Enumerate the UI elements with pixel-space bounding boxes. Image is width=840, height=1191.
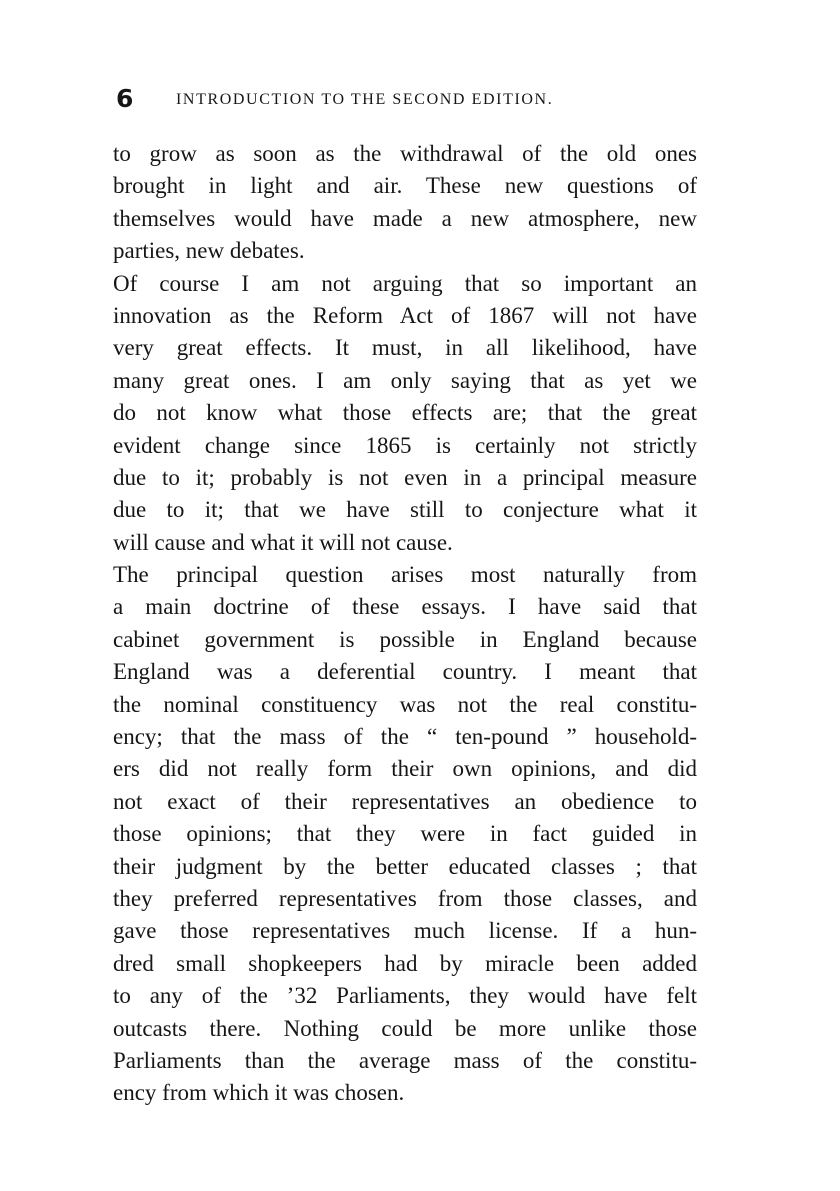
text-line: do not know what those effects are; that the great [113,400,697,426]
text-line: those opinions; that they were in fact guided in [113,821,697,847]
text-line: they preferred representatives from those classes, and [113,885,697,911]
text-line: dred small shopkeepers had by miracle been added [113,950,697,976]
text-line: The principal question arises most naturally from [113,562,697,588]
text-line: brought in light and air. These new questions of [113,173,697,199]
text-line: ers did not really form their own opinions, and did [113,756,697,782]
text-line: themselves would have made a new atmosphere, new [113,205,697,231]
text-line: due to it; probably is not even in a principal measure [113,464,697,490]
text-line: many great ones. I am only saying that as yet we [113,367,697,393]
page-number: 6 [116,84,134,113]
text-line: outcasts there. Nothing could be more unlike those [113,1015,697,1041]
text-line: their judgment by the better educated classes ; that [113,853,697,879]
text-line: not exact of their representatives an obedience to [113,788,697,814]
text-line: the nominal constituency was not the real constitu- [113,691,697,717]
text-line: evident change since 1865 is certainly not strictly [113,432,697,458]
text-line: England was a deferential country. I meant that [113,659,697,685]
text-line: Of course I am not arguing that so important an [113,270,697,296]
text-line: parties, new debates. [113,238,305,264]
text-line: a main doctrine of these essays. I have said that [113,594,697,620]
running-head [112,84,752,114]
text-line: cabinet government is possible in England because [113,626,697,652]
body-text [113,138,697,1110]
text-line: due to it; that we have still to conjecture what it [113,497,697,523]
text-line: gave those representatives much license. If a hun- [113,918,697,944]
text-line: Parliaments than the average mass of the constitu- [113,1047,697,1073]
running-head-title: INTRODUCTION TO THE SECOND EDITION. [176,91,554,108]
text-line: to any of the ’32 Parliaments, they would have felt [113,983,697,1009]
text-line: innovation as the Reform Act of 1867 will not have [113,302,697,328]
text-line: very great effects. It must, in all likelihood, have [113,335,697,361]
text-line: to grow as soon as the withdrawal of the old ones [113,141,697,166]
text-line: ency from which it was chosen. [113,1080,405,1106]
text-line: ency; that the mass of the “ ten-pound ” household- [113,724,697,750]
text-line: will cause and what it will not cause. [113,529,453,555]
